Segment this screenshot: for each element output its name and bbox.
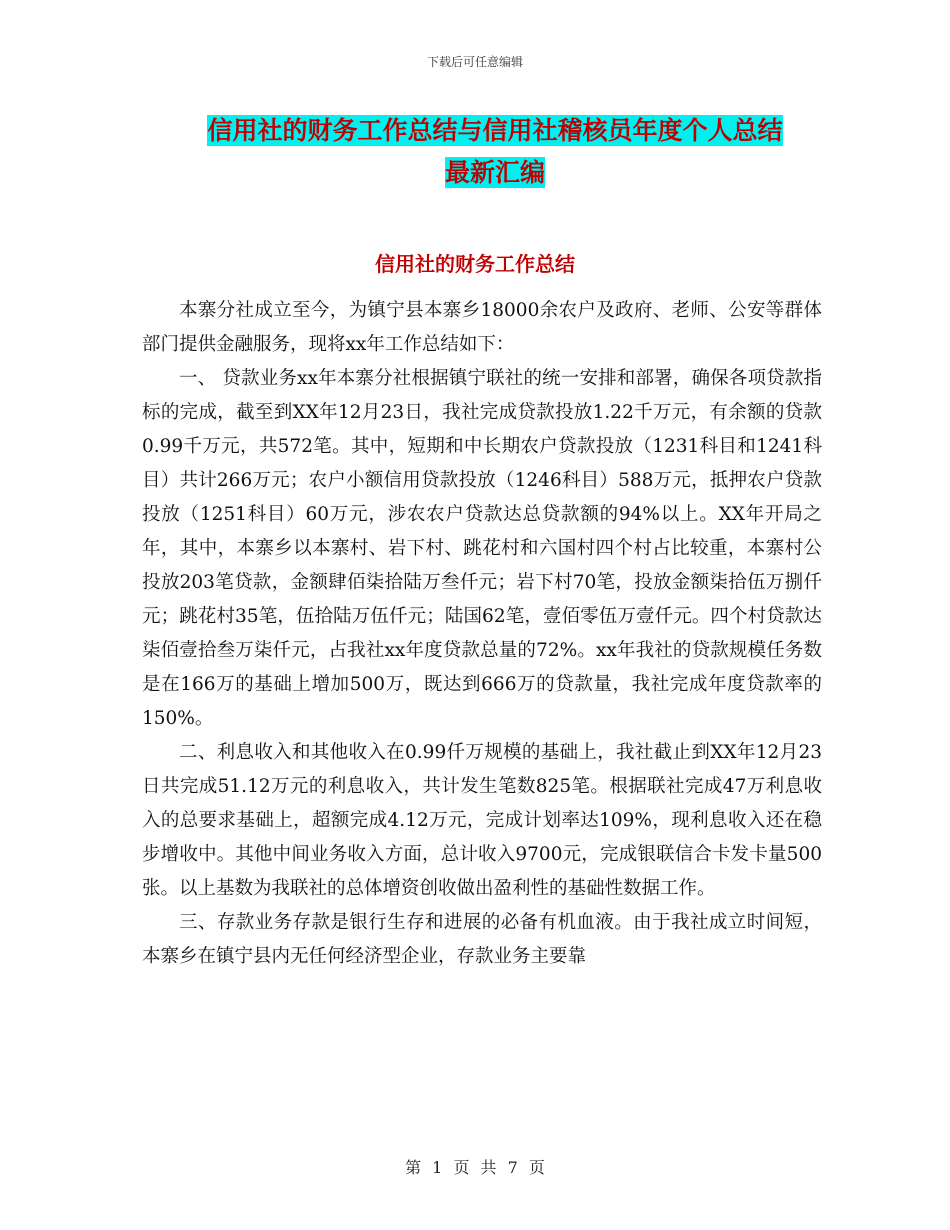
document-title-line1: 信用社的财务工作总结与信用社稽核员年度个人总结 [207, 116, 783, 145]
paragraph-deposits: 三、存款业务存款是银行生存和进展的必备有机血液。由于我社成立时间短，本寨乡在镇宁县内无任何经济型企业，存款业务主要靠 [142, 912, 822, 967]
document-title-line2: 最新汇编 [444, 158, 545, 187]
paragraph-intro: 本寨分社成立至今，为镇宁县本寨乡18000余农户及政府、老师、公安等群体部门提供金融服务，现将xx年工作总结如下： [142, 300, 822, 355]
section-heading: 信用社的财务工作总结 [375, 252, 575, 276]
paragraph-loans: 一、 贷款业务xx年本寨分社根据镇宁联社的统一安排和部署，确保各项贷款指标的完成，截至到XX年12月23日，我社完成贷款投放1.22千万元，有余额的贷款0.99千万元，共572笔。其中，短期和中长期农户贷款投放（1231科目和1241科目）共计266万元；农户小额信用贷款投放（1246科目）588万元，抵押农户贷款投放（1251科目）60万元，涉农农户贷款达总贷款额的94%以上。XX年开局之年，其中，本寨乡以本寨村、岩下村、跳花村和六国村四个村占比较重，本寨村公投放203笔贷款，金额肆佰柒拾陆万叁仟元；岩下村70笔，投放金额柒拾伍万捌仟元；跳花村35笔，伍拾陆万伍仟元；陆国62笔，壹佰零伍万壹仟元。四个村贷款达柒佰壹拾叁万柒仟元，占我社xx年度贷款总量的72%。xx年我社的贷款规模任务数是在166万的基础上增加500万，既达到666万的贷款量，我社完成年度贷款率的150%。 [142, 368, 822, 729]
page-footer: 第 1 页 共 7 页 [405, 1158, 545, 1177]
page-header-note: 下载后可任意编辑 [426, 55, 523, 69]
body-text [142, 294, 822, 974]
document-title [150, 110, 840, 194]
paragraph-interest-income: 二、利息收入和其他收入在0.99仟万规模的基础上，我社截止到XX年12月23日共完成51.12万元的利息收入，共计发生笔数825笔。根据联社完成47万利息收入的总要求基础上，超额完成4.12万元，完成计划率达109%，现利息收入还在稳步增收中。其他中间业务收入方面，总计收入9700元，完成银联信合卡发卡量500张。以上基数为我联社的总体增资创收做出盈利性的基础性数据工作。 [142, 742, 822, 899]
